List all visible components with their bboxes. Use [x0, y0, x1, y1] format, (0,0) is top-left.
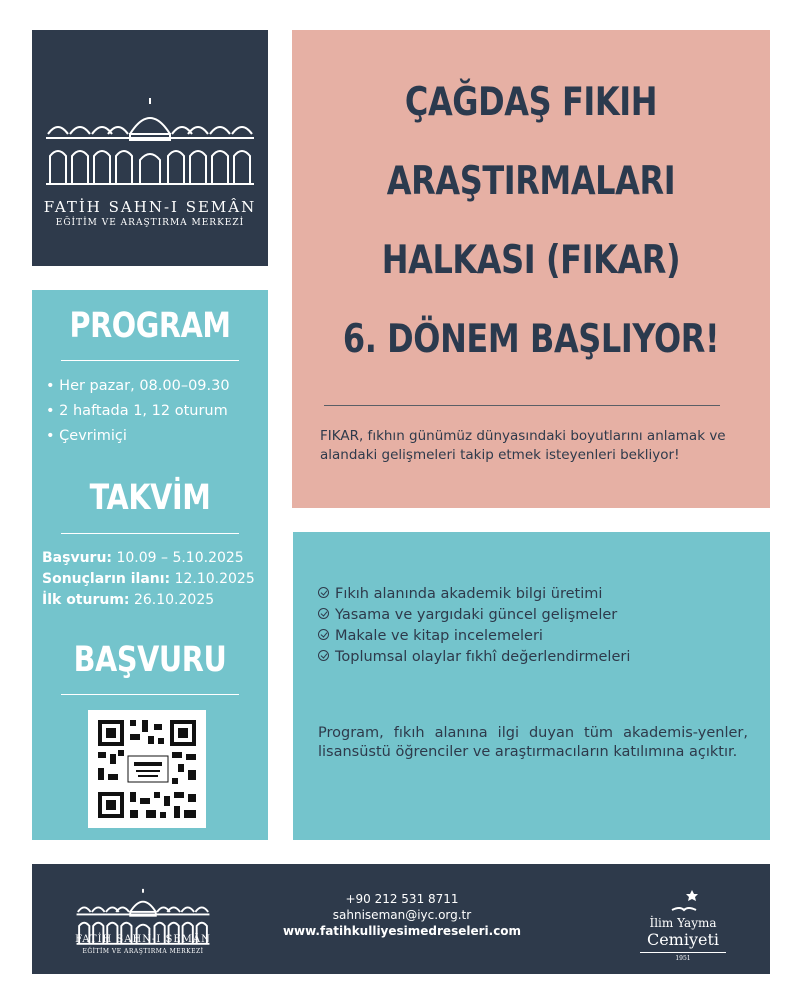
program-item-2: • 2 haftada 1, 12 oturum [46, 403, 228, 419]
topics-panel [293, 532, 770, 840]
topic-text: Toplumsal olaylar fıkhî değerlendirmeleri [335, 649, 631, 665]
date-value: 26.10.2025 [129, 592, 215, 608]
date-label: İlk oturum: [42, 592, 130, 608]
program-description: Program, fıkıh alanına ilgi duyan tüm akademis-yenler, lisansüstü öğrenciler ve araştırmacıların katılımına açıktır. [318, 725, 748, 760]
description: FIKAR, fıkhın günümüz dünyasındaki boyutlarını anlamak ve alandaki gelişmeleri takip etmek isteyenleri bekliyor! [320, 428, 726, 463]
date-value: 12.10.2025 [170, 571, 255, 587]
footer-panel [32, 864, 770, 974]
ily-line-2: Cemiyeti [646, 930, 720, 949]
topic-text: Fıkıh alanında akademik bilgi üretimi [335, 586, 603, 602]
topic-item-1 [318, 586, 602, 602]
mosque-logo-icon [42, 94, 258, 190]
check-circle-icon [318, 650, 329, 661]
date-label: Sonuçların ilanı: [42, 571, 171, 587]
logo-name: FATİH SAHN-I SEMÂN [43, 198, 257, 216]
email-address[interactable]: sahniseman@iyc.org.tr [332, 908, 472, 922]
program-divider [61, 360, 239, 361]
topic-item-4 [318, 649, 630, 665]
takvim-heading: TAKVİM [89, 478, 211, 518]
phone-number: +90 212 531 8711 [345, 892, 459, 906]
logo-subtitle: EĞİTİM VE ARAŞTIRMA MERKEZİ [55, 218, 245, 228]
title-panel [292, 30, 770, 508]
topic-text: Yasama ve yargıdaki güncel gelişmeler [335, 607, 618, 623]
ily-year: 1951 [675, 955, 691, 962]
ily-rule [640, 952, 726, 953]
basvuru-divider [61, 694, 239, 695]
date-row-results [42, 571, 255, 587]
title-line-2: ARAŞTIRMALARI [386, 159, 676, 204]
date-row-first-session [42, 592, 214, 608]
check-circle-icon [318, 608, 329, 619]
topic-text: Makale ve kitap incelemeleri [335, 628, 543, 644]
title-line-3: HALKASI (FIKAR) [381, 238, 681, 283]
ily-line-1: İlim Yayma [649, 916, 717, 930]
side-panel [32, 290, 268, 840]
check-circle-icon [318, 629, 329, 640]
footer-logo-subtitle: EĞİTİM VE ARAŞTIRMA MERKEZİ [82, 948, 204, 955]
footer-logo-name: FATİH SAHN-I SEMÂN [75, 934, 211, 945]
topic-item-3 [318, 628, 543, 644]
qr-code[interactable] [88, 710, 206, 828]
date-row-application [42, 550, 244, 566]
title-line-1: ÇAĞDAŞ FIKIH [404, 80, 658, 125]
qr-code-icon [88, 710, 206, 828]
program-heading: PROGRAM [69, 306, 231, 346]
website-link[interactable]: www.fatihkulliyesimedreseleri.com [282, 924, 522, 938]
date-label: Başvuru: [42, 550, 113, 566]
program-item-1: • Her pazar, 08.00–09.30 [46, 378, 230, 394]
logo-panel [32, 30, 268, 266]
topic-item-2 [318, 607, 617, 623]
crescent-star-book-icon [664, 876, 704, 916]
program-item-3: • Çevrimiçi [46, 428, 127, 444]
check-circle-icon [318, 587, 329, 598]
title-line-4: 6. DÖNEM BAŞLIYOR! [342, 317, 720, 362]
takvim-divider [61, 533, 239, 534]
title-divider [324, 405, 720, 406]
basvuru-heading: BAŞVURU [73, 640, 227, 680]
date-value: 10.09 – 5.10.2025 [112, 550, 244, 566]
